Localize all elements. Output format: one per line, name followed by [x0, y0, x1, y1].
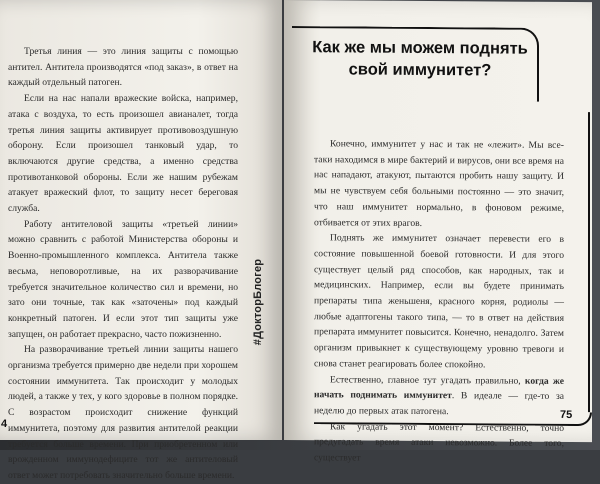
left-page-number: 4: [1, 418, 8, 430]
right-page-number: 75: [560, 408, 573, 422]
side-label-text: #ДокторБлогер: [252, 258, 264, 346]
right-paragraph-4: Как угадать этот момент? Естественно, точно предугадать время атаки невозможно. Более того, существует: [314, 420, 564, 464]
p3-bold: когда же начать поднимать иммунитет: [314, 375, 564, 402]
left-paragraph-3: Работу антителовой защиты «третьей линии» можно сравнить с работой Министерства обороны и Военно-промышленного комплекса. Антитела также весьма, неповоротливые, на их разворачивание требуется значительное количество сил и времени, но зато они точные, так как «заточены» под каждый конкретный патоген. И если этот тип защиты уже запущен, он работает прекрасно, часто пожизненно.: [8, 218, 238, 340]
left-paragraph-1: Третья линия — это линия защиты с помощью антител. Антитела производятся «под заказ», в ответ на каждый отдельный патоген.: [8, 46, 238, 89]
title-frame: [292, 26, 539, 102]
bottom-frame-line: [314, 410, 592, 426]
left-page-text: [8, 44, 238, 484]
right-frame-line: [572, 112, 590, 412]
p3-start: Естественно, главное тут угадать правильно,: [330, 373, 525, 387]
left-paragraph-4: На разворачивание третьей линии защиты нашего организма требуется примерно две недели при хорошем состоянии иммунитета. Так происходит у молодых людей, а также у тех, у кого здоровье в полном порядке. С возрастом происходит снижение функций иммунитета, поэтому для развития антителой реакции требуется больше времени. При приобретенном или врожденном иммунодефиците тот же антителовый ответ может потребовать значительно больше времени.: [8, 344, 238, 481]
right-paragraph-2: Поднять же иммунитет означает перевести его в состояние повышенной боевой готовности. И для этого существует целый ряд способов, как народных, так и медицинских. Например, если вы будете принимать препараты типа женьшеня, красного корня, родиолы — любые адаптогены такого типа, — то в ответ на действия препарата иммунитет повысится. Конечно, ненадолго. Затем организм привыкнет к существующему уровню тревоги и снова станет реагировать более спокойно.: [314, 232, 564, 371]
left-page: [0, 0, 282, 481]
left-paragraph-2: Если на нас напали вражеские войска, например, атака с воздуха, то есть произошел авианалет, тогда третья линия защиты активирует противовоздушную оборону. Если произошел танковый удар, то включаются другие средства, а именно средства противотанковой обороны. Если же нашим рубежам атакует вражеский флот, то защиту несет береговая служба.: [8, 93, 238, 215]
side-label: [248, 180, 272, 430]
p3-end: . В идеале — где-то за неделю до первых атак патогена.: [314, 390, 564, 418]
right-paragraph-1: Конечно, иммунитет у нас и так не «лежит». Мы все-таки находимся в мире бактерий и вирусов, они все время на нас нападают, атакуют, пытаются пробить нашу защиту. И мы не чувствуем себя больными постоянно — это значит, что наш иммунитет нормально, в фоновом режиме, отбивается от этих врагов.: [314, 138, 564, 229]
right-page: [284, 0, 592, 464]
chapter-title: Как же мы можем поднять свой иммунитет?: [312, 38, 528, 80]
